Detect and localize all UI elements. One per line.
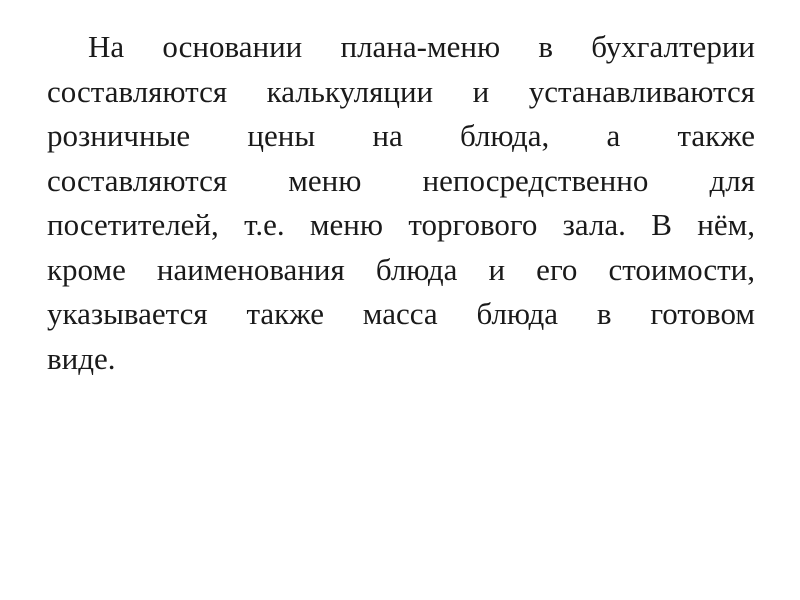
paragraph-line: виде. [47,340,116,376]
paragraph-line: На основании плана-меню в бухгалтерии [88,29,755,64]
paragraph-line: составляются калькуляции и устанавливаются [47,73,755,109]
paragraph-line: составляются меню непосредственно для [47,162,755,198]
paragraph-line: розничные цены на блюда, а также [47,118,755,153]
paragraph-line: кроме наименования блюда и его стоимости, [47,251,755,287]
body-paragraph [47,25,755,381]
paragraph-line: посетителей, т.е. меню торгового зала. В нём, [47,207,755,242]
paragraph-line: указывается также масса блюда в готовом [47,296,755,331]
